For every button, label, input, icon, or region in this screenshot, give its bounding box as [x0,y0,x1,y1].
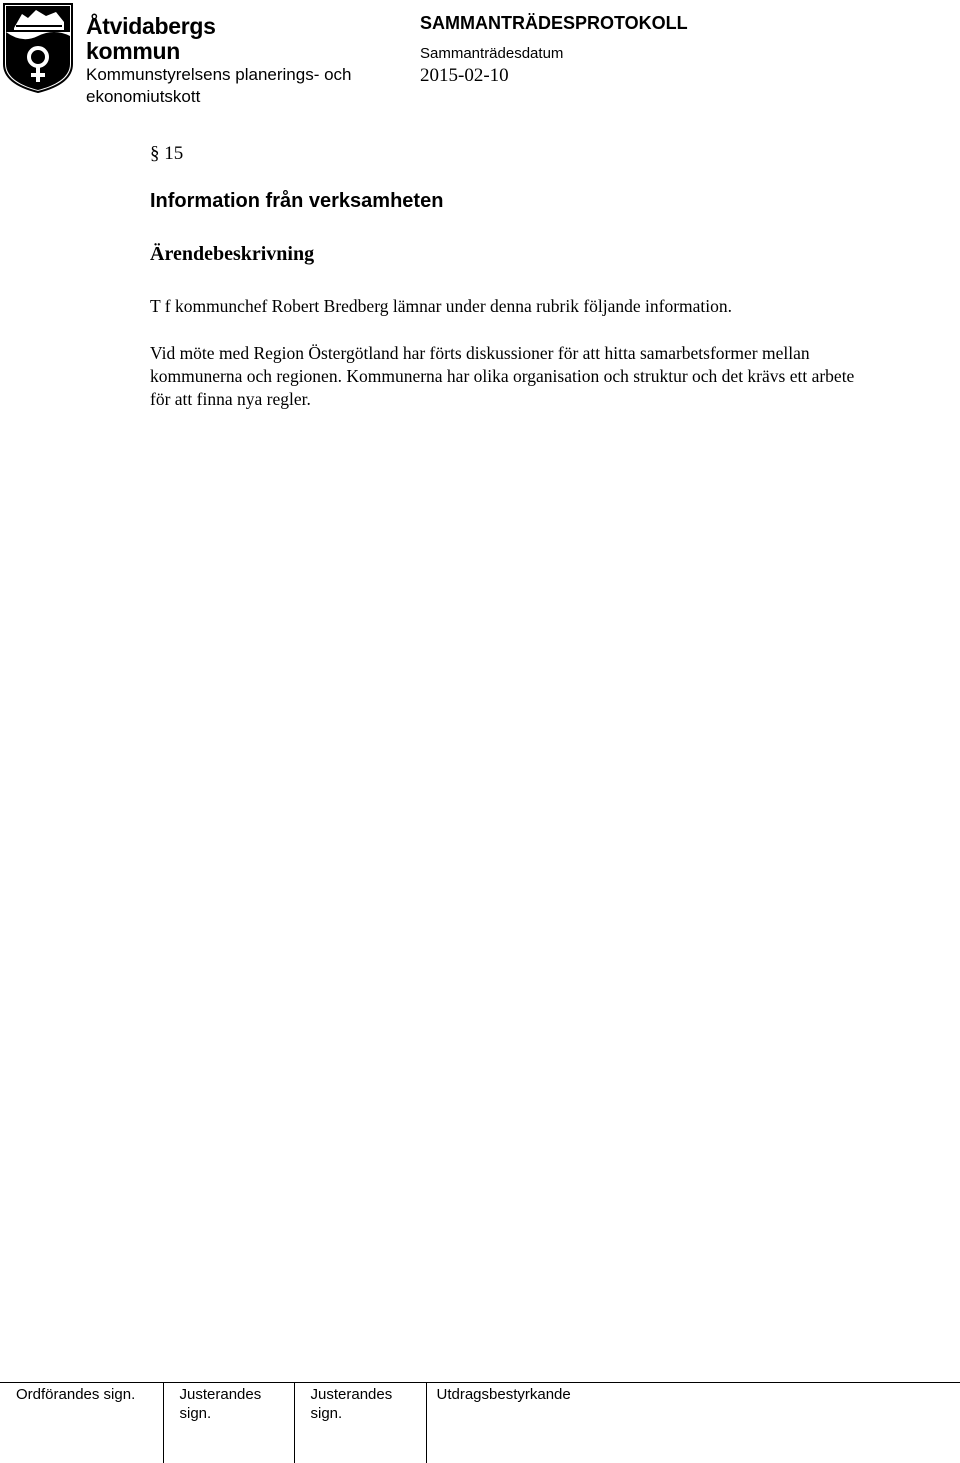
body-paragraph: T f kommunchef Robert Bredberg lämnar under denna rubrik följande information. [150,296,733,316]
signature-adjuster-1: Justerandes sign. [163,1383,294,1463]
committee-name: Kommunstyrelsens planerings- och ekonomiutskott [86,65,352,106]
municipality-crest-icon [2,2,74,94]
meeting-date: 2015-02-10 [420,65,509,86]
municipality-name-line1: Åtvidabergs [86,13,216,39]
signature-adjuster-2: Justerandes sign. [294,1383,426,1463]
paragraph-number: § 15 [150,143,184,164]
body-paragraph: Vid möte med Region Östergötland har förts diskussioner för att hitta samarbetsformer mellan kommunerna och regionen. Kommunerna har olika organisation och struktur och det krävs ett arbete för att finna nya regler. [150,343,855,409]
signature-certified-extract: Utdragsbestyrkande [426,1383,960,1463]
municipality-name-line2: kommun [86,38,181,64]
signature-chair: Ordförandes sign. [0,1383,163,1463]
meeting-date-label: Sammanträdesdatum [420,45,564,62]
section-heading: Ärendebeskrivning [150,243,315,265]
municipality-name [86,14,216,64]
document-type: SAMMANTRÄDESPROTOKOLL [420,13,688,33]
case-title: Information från verksamheten [150,190,444,212]
signature-table [0,1382,960,1463]
